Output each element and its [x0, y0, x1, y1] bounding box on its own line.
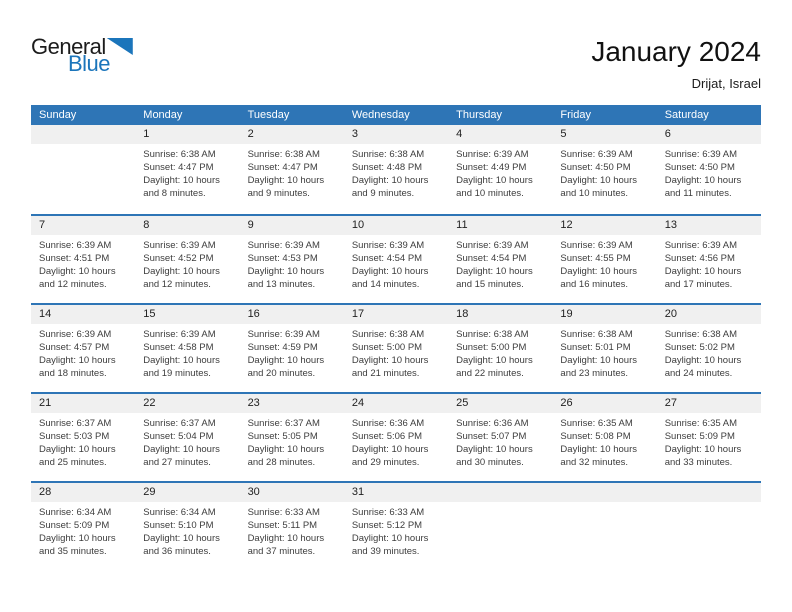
sunrise-text: Sunrise: 6:34 AM — [39, 507, 112, 518]
day-cell — [344, 216, 448, 303]
daylight-text: Daylight: 10 hours — [664, 175, 742, 186]
daylight-text: Daylight: 10 hours — [560, 175, 637, 186]
daylight-text: Daylight: 10 hours — [247, 266, 325, 277]
sunset-text: Sunset: 4:50 PM — [560, 162, 631, 173]
daylight-text: Daylight: 10 hours — [351, 444, 429, 455]
sunset-text: Sunset: 4:54 PM — [456, 253, 527, 264]
logo-text-blue: Blue — [68, 51, 111, 76]
sunset-text: Sunset: 4:57 PM — [39, 342, 110, 353]
day-number: 7 — [31, 216, 135, 235]
week-row — [31, 392, 761, 481]
day-number: 29 — [135, 483, 239, 502]
sunrise-text: Sunrise: 6:39 AM — [143, 240, 216, 251]
sunrise-text: Sunrise: 6:38 AM — [456, 329, 529, 340]
day-cell — [240, 394, 344, 481]
sunset-text: Sunset: 5:02 PM — [664, 342, 735, 353]
day-cell-empty — [448, 483, 552, 570]
sunset-text: Sunset: 4:53 PM — [247, 253, 318, 264]
weekday-cell-monday: Monday — [143, 109, 183, 121]
daylight-text-cont: and 12 minutes. — [39, 279, 107, 290]
sunrise-text: Sunrise: 6:39 AM — [247, 240, 320, 251]
day-cell-body — [657, 235, 761, 291]
day-cell — [344, 125, 448, 214]
daylight-text: Daylight: 10 hours — [456, 266, 533, 277]
day-cell-body — [31, 235, 135, 291]
day-cell-body — [31, 413, 135, 469]
sunrise-text: Sunrise: 6:38 AM — [247, 149, 320, 160]
day-cell — [31, 216, 135, 303]
sunset-text: Sunset: 5:09 PM — [664, 431, 735, 442]
week-row — [31, 303, 761, 392]
day-cell-empty — [31, 125, 135, 214]
weekday-cell-saturday: Saturday — [664, 109, 709, 121]
day-cell-body — [344, 502, 448, 558]
day-number: 17 — [344, 305, 448, 324]
sunset-text: Sunset: 5:12 PM — [351, 520, 423, 531]
daylight-text-cont: and 37 minutes. — [247, 546, 316, 557]
day-number: 6 — [657, 125, 761, 144]
daylight-text-cont: and 22 minutes. — [456, 368, 524, 379]
day-cell — [135, 125, 239, 214]
sunset-text: Sunset: 5:05 PM — [247, 431, 318, 442]
day-cell-body — [448, 324, 552, 380]
day-cell-body — [657, 413, 761, 469]
sunrise-text: Sunrise: 6:37 AM — [39, 418, 112, 429]
sunset-text: Sunset: 4:59 PM — [247, 342, 318, 353]
day-number: 10 — [344, 216, 448, 235]
day-cell-body — [135, 413, 239, 469]
sunrise-text: Sunrise: 6:39 AM — [39, 240, 112, 251]
day-cell-body — [240, 413, 344, 469]
day-cell — [552, 216, 656, 303]
sunset-text: Sunset: 5:06 PM — [351, 431, 423, 442]
day-number: 24 — [344, 394, 448, 413]
day-cell-body — [448, 235, 552, 291]
day-cell-body — [657, 324, 761, 380]
daylight-text: Daylight: 10 hours — [351, 175, 429, 186]
day-cell-body — [552, 144, 656, 200]
day-cell — [344, 483, 448, 570]
sunrise-text: Sunrise: 6:37 AM — [247, 418, 320, 429]
day-number: 2 — [240, 125, 344, 144]
month-title: January 2024 — [591, 36, 761, 67]
daylight-text-cont: and 16 minutes. — [560, 279, 629, 290]
weekday-cell-tuesday: Tuesday — [247, 109, 290, 121]
day-cell — [344, 305, 448, 392]
day-cell-body — [552, 235, 656, 291]
daylight-text: Daylight: 10 hours — [560, 444, 637, 455]
daylight-text: Daylight: 10 hours — [351, 533, 429, 544]
day-cell-body — [240, 235, 344, 291]
day-cell-body — [344, 324, 448, 380]
sunset-text: Sunset: 5:03 PM — [39, 431, 110, 442]
day-cell — [31, 305, 135, 392]
sunset-text: Sunset: 5:04 PM — [143, 431, 214, 442]
daylight-text: Daylight: 10 hours — [560, 355, 637, 366]
day-cell-body — [657, 144, 761, 200]
day-cell-body — [448, 413, 552, 469]
day-cell-body — [240, 502, 344, 558]
sunset-text: Sunset: 4:58 PM — [143, 342, 214, 353]
daylight-text: Daylight: 10 hours — [143, 533, 220, 544]
sunrise-text: Sunrise: 6:38 AM — [351, 329, 425, 340]
day-cell — [657, 216, 761, 303]
sunrise-text: Sunrise: 6:33 AM — [247, 507, 320, 518]
day-cell-body — [31, 324, 135, 380]
day-number: 27 — [657, 394, 761, 413]
sunrise-text: Sunrise: 6:38 AM — [560, 329, 633, 340]
sunset-text: Sunset: 5:01 PM — [560, 342, 631, 353]
daylight-text: Daylight: 10 hours — [456, 355, 533, 366]
daylight-text: Daylight: 10 hours — [247, 355, 325, 366]
day-number: 3 — [344, 125, 448, 144]
weekday-cell-wednesday: Wednesday — [351, 109, 410, 121]
daylight-text-cont: and 20 minutes. — [247, 368, 316, 379]
day-cell — [552, 305, 656, 392]
daylight-text-cont: and 8 minutes. — [143, 188, 206, 199]
daylight-text-cont: and 12 minutes. — [143, 279, 211, 290]
day-cell — [31, 394, 135, 481]
daylight-text: Daylight: 10 hours — [143, 355, 220, 366]
daylight-text-cont: and 36 minutes. — [143, 546, 211, 557]
day-number: 15 — [135, 305, 239, 324]
daylight-text-cont: and 9 minutes. — [247, 188, 310, 199]
sunrise-text: Sunrise: 6:35 AM — [560, 418, 633, 429]
day-number — [552, 483, 656, 502]
sunset-text: Sunset: 4:51 PM — [39, 253, 110, 264]
daylight-text: Daylight: 10 hours — [664, 355, 742, 366]
daylight-text: Daylight: 10 hours — [247, 533, 325, 544]
sunset-text: Sunset: 5:10 PM — [143, 520, 214, 531]
logo — [31, 36, 133, 75]
day-cell-body — [135, 144, 239, 200]
daylight-text: Daylight: 10 hours — [143, 266, 220, 277]
title-block — [591, 36, 761, 91]
daylight-text-cont: and 19 minutes. — [143, 368, 211, 379]
daylight-text-cont: and 33 minutes. — [664, 457, 733, 468]
day-number — [448, 483, 552, 502]
day-number: 19 — [552, 305, 656, 324]
day-cell-body — [135, 324, 239, 380]
sunrise-text: Sunrise: 6:39 AM — [560, 240, 633, 251]
day-cell — [135, 394, 239, 481]
day-cell-body — [344, 235, 448, 291]
daylight-text-cont: and 24 minutes. — [664, 368, 733, 379]
day-cell — [657, 394, 761, 481]
logo-text-general: General — [31, 34, 106, 59]
sunrise-text: Sunrise: 6:38 AM — [351, 149, 425, 160]
daylight-text: Daylight: 10 hours — [39, 444, 116, 455]
sunrise-text: Sunrise: 6:39 AM — [247, 329, 320, 340]
day-number: 4 — [448, 125, 552, 144]
daylight-text: Daylight: 10 hours — [351, 266, 429, 277]
week-row — [31, 125, 761, 214]
day-cell — [657, 125, 761, 214]
sunset-text: Sunset: 4:47 PM — [143, 162, 214, 173]
daylight-text-cont: and 29 minutes. — [351, 457, 420, 468]
day-number: 28 — [31, 483, 135, 502]
sunset-text: Sunset: 5:09 PM — [39, 520, 110, 531]
sunrise-text: Sunrise: 6:34 AM — [143, 507, 216, 518]
day-cell — [448, 394, 552, 481]
daylight-text-cont: and 9 minutes. — [351, 188, 415, 199]
daylight-text: Daylight: 10 hours — [664, 444, 742, 455]
sunrise-text: Sunrise: 6:38 AM — [143, 149, 216, 160]
topbar — [31, 36, 761, 91]
daylight-text-cont: and 30 minutes. — [456, 457, 524, 468]
day-number — [657, 483, 761, 502]
weekday-header — [31, 105, 761, 125]
day-cell-body — [552, 413, 656, 469]
week-row — [31, 481, 761, 570]
sunset-text: Sunset: 5:00 PM — [351, 342, 423, 353]
sunrise-text: Sunrise: 6:39 AM — [456, 149, 529, 160]
sunset-text: Sunset: 4:55 PM — [560, 253, 631, 264]
day-number — [31, 125, 135, 144]
day-cell-body — [240, 144, 344, 200]
daylight-text-cont: and 27 minutes. — [143, 457, 211, 468]
sunrise-text: Sunrise: 6:35 AM — [664, 418, 738, 429]
sunset-text: Sunset: 4:50 PM — [664, 162, 735, 173]
day-cell-body — [135, 502, 239, 558]
day-cell-body — [135, 235, 239, 291]
day-number: 23 — [240, 394, 344, 413]
sunset-text: Sunset: 4:48 PM — [351, 162, 423, 173]
weekday-cell-sunday: Sunday — [39, 109, 77, 121]
day-cell — [552, 394, 656, 481]
day-cell-empty — [657, 483, 761, 570]
day-number: 13 — [657, 216, 761, 235]
daylight-text-cont: and 25 minutes. — [39, 457, 107, 468]
day-number: 5 — [552, 125, 656, 144]
daylight-text: Daylight: 10 hours — [247, 444, 325, 455]
day-cell-empty — [552, 483, 656, 570]
sunset-text: Sunset: 5:00 PM — [456, 342, 527, 353]
sunset-text: Sunset: 5:08 PM — [560, 431, 631, 442]
daylight-text: Daylight: 10 hours — [39, 533, 116, 544]
daylight-text: Daylight: 10 hours — [39, 355, 116, 366]
sunset-text: Sunset: 5:07 PM — [456, 431, 527, 442]
day-number: 16 — [240, 305, 344, 324]
daylight-text: Daylight: 10 hours — [39, 266, 116, 277]
sunrise-text: Sunrise: 6:37 AM — [143, 418, 216, 429]
day-cell — [135, 305, 239, 392]
day-cell — [657, 305, 761, 392]
calendar — [31, 105, 761, 570]
sunrise-text: Sunrise: 6:39 AM — [664, 149, 738, 160]
sunrise-text: Sunrise: 6:33 AM — [351, 507, 425, 518]
daylight-text: Daylight: 10 hours — [351, 355, 429, 366]
daylight-text-cont: and 39 minutes. — [351, 546, 420, 557]
day-cell — [448, 216, 552, 303]
daylight-text: Daylight: 10 hours — [664, 266, 742, 277]
sunrise-text: Sunrise: 6:38 AM — [664, 329, 738, 340]
sunrise-text: Sunrise: 6:39 AM — [39, 329, 112, 340]
day-number: 8 — [135, 216, 239, 235]
sunset-text: Sunset: 4:47 PM — [247, 162, 318, 173]
day-cell-body — [448, 144, 552, 200]
day-number: 22 — [135, 394, 239, 413]
weekday-cell-friday: Friday — [560, 109, 591, 121]
sunrise-text: Sunrise: 6:39 AM — [560, 149, 633, 160]
day-cell — [240, 125, 344, 214]
day-number: 9 — [240, 216, 344, 235]
sunrise-text: Sunrise: 6:36 AM — [351, 418, 425, 429]
day-cell — [31, 483, 135, 570]
day-cell-body — [31, 502, 135, 558]
daylight-text-cont: and 14 minutes. — [351, 279, 420, 290]
daylight-text-cont: and 17 minutes. — [664, 279, 733, 290]
day-number: 25 — [448, 394, 552, 413]
daylight-text-cont: and 13 minutes. — [247, 279, 316, 290]
sunrise-text: Sunrise: 6:36 AM — [456, 418, 529, 429]
sunset-text: Sunset: 5:11 PM — [247, 520, 318, 531]
daylight-text-cont: and 10 minutes. — [560, 188, 629, 199]
day-number: 18 — [448, 305, 552, 324]
day-cell — [135, 483, 239, 570]
daylight-text: Daylight: 10 hours — [560, 266, 637, 277]
day-number: 1 — [135, 125, 239, 144]
day-cell — [240, 216, 344, 303]
daylight-text-cont: and 21 minutes. — [351, 368, 420, 379]
weeks-container — [31, 125, 761, 570]
day-number: 12 — [552, 216, 656, 235]
day-number: 26 — [552, 394, 656, 413]
day-number: 14 — [31, 305, 135, 324]
day-number: 21 — [31, 394, 135, 413]
location-subtitle: Drijat, Israel — [691, 76, 761, 92]
day-number: 20 — [657, 305, 761, 324]
day-number: 30 — [240, 483, 344, 502]
daylight-text-cont: and 32 minutes. — [560, 457, 629, 468]
sunset-text: Sunset: 4:49 PM — [456, 162, 527, 173]
day-cell-body — [240, 324, 344, 380]
sunrise-text: Sunrise: 6:39 AM — [143, 329, 216, 340]
daylight-text-cont: and 10 minutes. — [456, 188, 524, 199]
daylight-text: Daylight: 10 hours — [143, 444, 220, 455]
daylight-text-cont: and 35 minutes. — [39, 546, 107, 557]
sunrise-text: Sunrise: 6:39 AM — [456, 240, 529, 251]
day-cell-body — [552, 324, 656, 380]
daylight-text: Daylight: 10 hours — [456, 444, 533, 455]
sunrise-text: Sunrise: 6:39 AM — [664, 240, 738, 251]
day-cell-body — [344, 413, 448, 469]
daylight-text-cont: and 15 minutes. — [456, 279, 524, 290]
daylight-text: Daylight: 10 hours — [247, 175, 325, 186]
day-number: 11 — [448, 216, 552, 235]
week-row — [31, 214, 761, 303]
sunset-text: Sunset: 4:56 PM — [664, 253, 735, 264]
daylight-text: Daylight: 10 hours — [143, 175, 220, 186]
day-cell — [135, 216, 239, 303]
day-cell-body — [344, 144, 448, 200]
daylight-text-cont: and 11 minutes. — [664, 188, 732, 199]
day-cell — [448, 305, 552, 392]
day-cell — [448, 125, 552, 214]
day-cell — [240, 483, 344, 570]
sunset-text: Sunset: 4:52 PM — [143, 253, 214, 264]
day-cell — [552, 125, 656, 214]
daylight-text-cont: and 23 minutes. — [560, 368, 629, 379]
sunset-text: Sunset: 4:54 PM — [351, 253, 423, 264]
weekday-cell-thursday: Thursday — [456, 109, 502, 121]
daylight-text-cont: and 28 minutes. — [247, 457, 316, 468]
day-cell — [240, 305, 344, 392]
sunrise-text: Sunrise: 6:39 AM — [351, 240, 425, 251]
day-cell — [344, 394, 448, 481]
day-number: 31 — [344, 483, 448, 502]
daylight-text: Daylight: 10 hours — [456, 175, 533, 186]
daylight-text-cont: and 18 minutes. — [39, 368, 107, 379]
